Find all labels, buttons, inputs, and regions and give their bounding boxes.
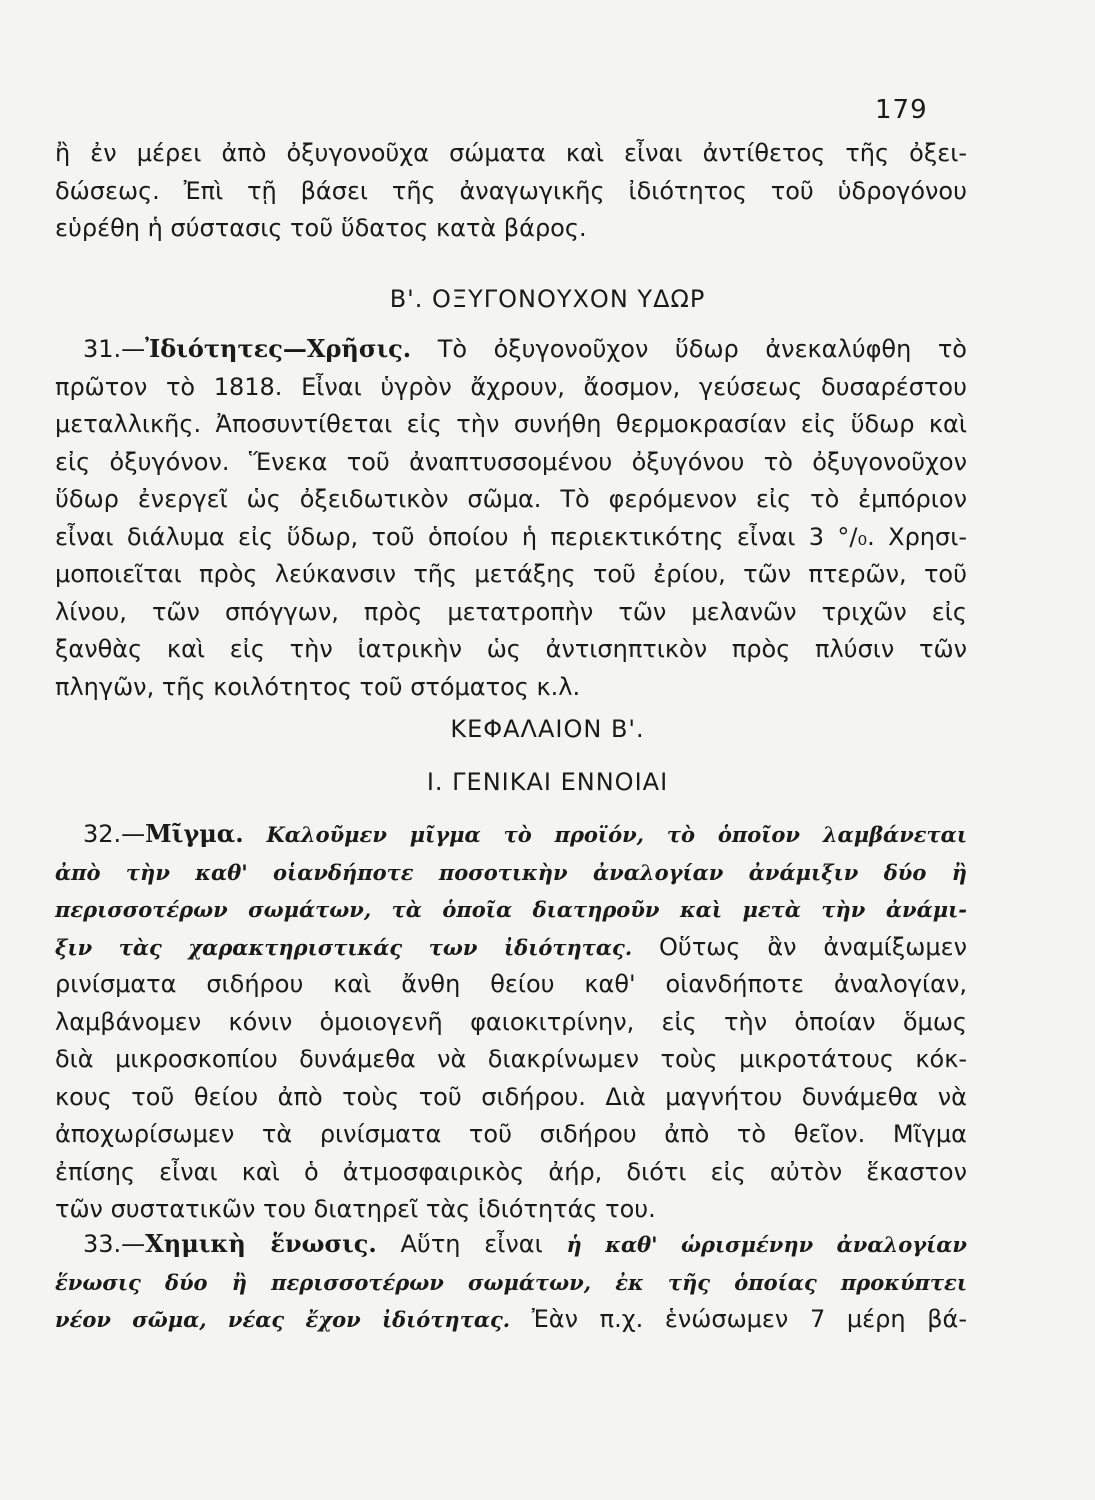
definition-text: νέον σῶμα, νέας ἔχον ἰδιότητας.: [55, 1307, 511, 1332]
definition-text: ἀπὸ τὴν καθ' οἱανδήποτε ποσοτικὴν ἀναλογίαν ἀνάμιξιν δύο ἢ: [55, 859, 967, 885]
section-number: 31.—: [83, 335, 146, 363]
chapter-heading: ΚΕΦΑΛΑΙΟΝ Β'.: [450, 715, 645, 743]
section-title: Μῖγμα.: [145, 819, 244, 848]
text-line: εὑρέθη ἡ σύστασις τοῦ ὕδατος κατὰ βάρος.: [55, 214, 587, 242]
definition-text: περισσοτέρων σωμάτων, τὰ ὁποῖα διατηροῦν καὶ μετὰ τὴν ἀνάμι-: [55, 897, 967, 922]
text-fragment: Τὸ ὀξυγονοῦχον ὕδωρ ἀνεκαλύφθη τὸ: [411, 335, 967, 363]
text-line: εἶναι διάλυμα εἰς ὕδωρ, τοῦ ὁποίου ἡ περιεκτικότης εἶναι 3 °/₀. Χρησι-: [55, 522, 967, 551]
text-line: ρινίσματα σιδήρου καὶ ἄνθη θείου καθ' οἱανδήποτε ἀναλογίαν,: [55, 970, 967, 998]
text-line: τῶν συστατικῶν του διατηρεῖ τὰς ἰδιότητάς του.: [55, 1195, 656, 1223]
text-line: λίνου, τῶν σπόγγων, πρὸς μετατροπὴν τῶν μελανῶν τριχῶν εἰς: [55, 597, 967, 626]
text-line: κους τοῦ θείου ἀπὸ τοὺς τοῦ σιδήρου. Διὰ μαγνήτου δυνάμεθα νὰ: [55, 1082, 967, 1111]
section-title: Χημικὴ ἕνωσις.: [145, 1229, 377, 1258]
text-line: δώσεως. Ἐπὶ τῇ βάσει τῆς ἀναγωγικῆς ἰδιότητος τοῦ ὑδρογόνου: [55, 176, 967, 205]
page-number: 179: [875, 95, 928, 125]
text-line: λαμβάνομεν κόνιν ὁμοιογενῆ φαιοκιτρίνην, εἰς τὴν ὁποίαν ὅμως: [55, 1007, 967, 1036]
definition-line: [55, 1264, 967, 1302]
subheading-oxygenated-water: Β'. ΟΞΥΓΟΝΟΥΧΟΝ ΥΔΩΡ: [389, 285, 706, 313]
text-line: μεταλλικῆς. Ἀποσυντίθεται εἰς τὴν συνήθη θερμοκρασίαν εἰς ὕδωρ καὶ: [55, 410, 967, 438]
definition-line: [55, 854, 967, 892]
text-line: ὕδωρ ἐνεργεῖ ὡς ὀξειδωτικὸν σῶμα. Τὸ φερόμενον εἰς τὸ ἐμπόριον: [55, 485, 967, 513]
text-line: μοποιεῖται πρὸς λεύκανσιν τῆς μετάξης τοῦ ἐρίου, τῶν πτερῶν, τοῦ: [55, 560, 967, 588]
text-line: πληγῶν, τῆς κοιλότητος τοῦ στόματος κ.λ.: [55, 672, 581, 701]
text-line: ἐπίσης εἶναι καὶ ὁ ἀτμοσφαιρικὸς ἀήρ, διότι εἰς αὐτὸν ἕκαστον: [55, 1157, 967, 1186]
section-31: [55, 330, 967, 706]
section-number: 33.—: [83, 1230, 146, 1258]
text-fragment: Ἐὰν π.χ. ἑνώσωμεν 7 μέρη βά-: [510, 1305, 967, 1333]
definition-text: ἕνωσις δύο ἢ περισσοτέρων σωμάτων, ἐκ τῆς ὁποίας προκύπτει: [55, 1269, 967, 1295]
definition-text: ξιν τὰς χαρακτηριστικάς των ἰδιότητας.: [55, 934, 633, 960]
text-line: εἰς ὀξυγόνον. Ἕνεκα τοῦ ἀναπτυσσομένου ὀξυγόνου τὸ ὀξυγονοῦχον: [55, 447, 967, 476]
section-33: [55, 1225, 967, 1339]
text-line: πρῶτον τὸ 1818. Εἶναι ὑγρὸν ἄχρουν, ἄοσμον, γεύσεως δυσαρέστου: [55, 372, 967, 401]
text-line: ξανθὰς καὶ εἰς τὴν ἰατρικὴν ὡς ἀντισηπτικὸν πρὸς πλύσιν τῶν: [55, 635, 967, 663]
text-fragment: Οὕτως ἂν ἀναμίξωμεν: [632, 932, 968, 961]
section-31-first-line: [55, 330, 967, 369]
paragraph-hydrogen-end: [55, 135, 967, 248]
definition-text: Καλοῦμεν μῖγμα τὸ προϊόν, τὸ ὁποῖον λαμβάνεται: [243, 822, 967, 847]
section-heading: Ι. ΓΕΝΙΚΑΙ ΕΝΝΟΙΑΙ: [426, 768, 669, 796]
text-fragment: Αὕτη εἶναι: [376, 1230, 567, 1258]
definition-line: [55, 891, 967, 929]
text-line: ἢ ἐν μέρει ἀπὸ ὀξυγονοῦχα σώματα καὶ εἶναι ἀντίθετος τῆς ὀξει-: [55, 139, 967, 167]
mixed-line: [55, 929, 967, 967]
mixed-line: [55, 1301, 967, 1339]
section-title: Ἰδιότητες—Χρῆσις.: [145, 334, 412, 363]
definition-text: ἡ καθ' ὡρισμένην ἀναλογίαν: [566, 1232, 967, 1257]
section-number: 32.—: [83, 820, 146, 848]
text-line: διὰ μικροσκοπίου δυνάμεθα νὰ διακρίνωμεν τοὺς μικροτάτους κόκ-: [55, 1045, 967, 1073]
section-32-first-line: [55, 815, 967, 854]
section-32: [55, 815, 967, 1229]
section-33-first-line: [55, 1225, 967, 1264]
text-line: ἀποχωρίσωμεν τὰ ρινίσματα τοῦ σιδήρου ἀπὸ τὸ θεῖον. Μῖγμα: [55, 1120, 967, 1148]
